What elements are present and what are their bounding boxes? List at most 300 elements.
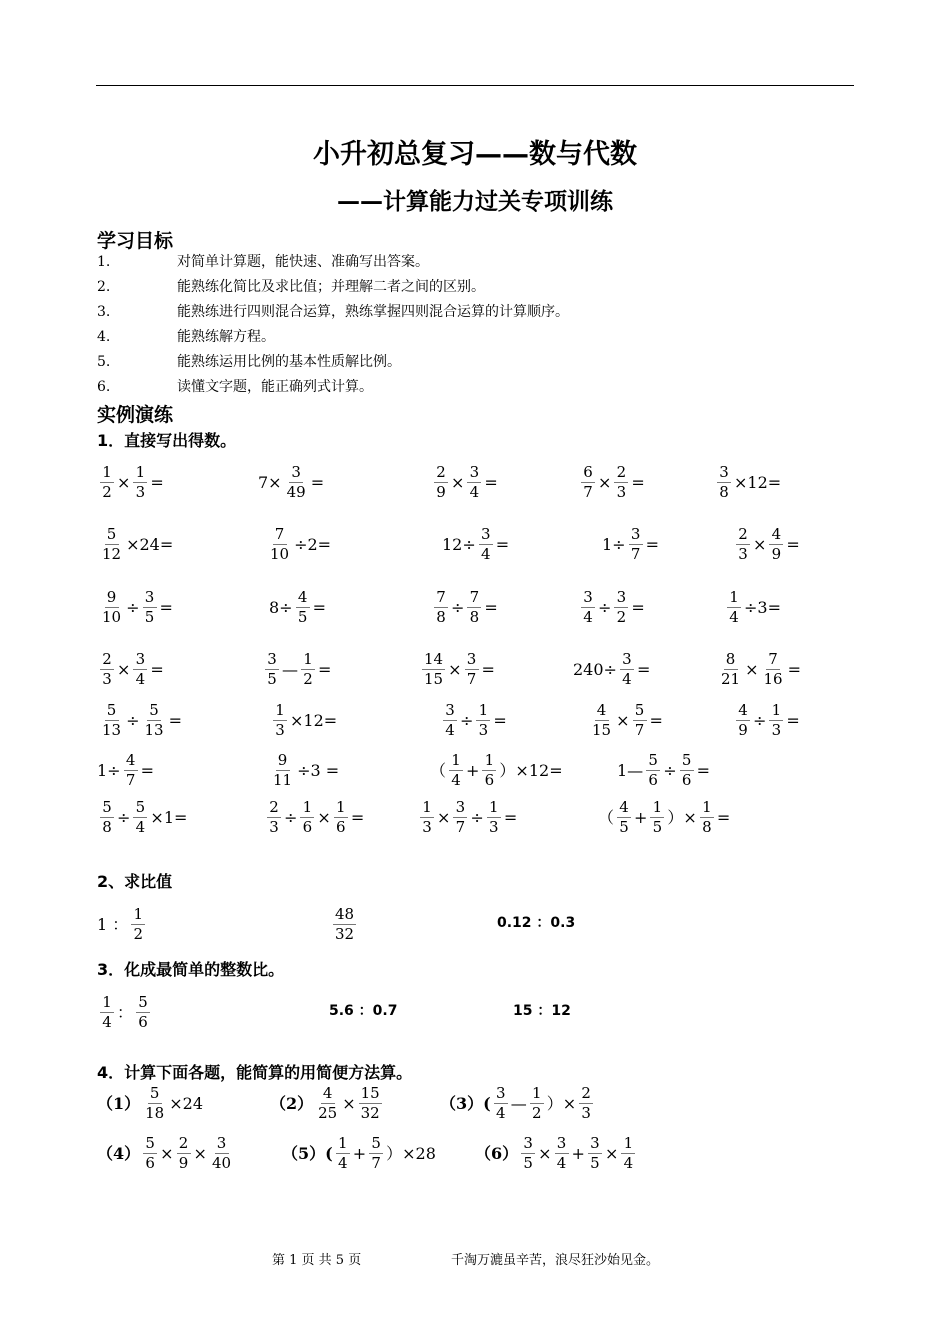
goal-text: 能熟练化简比及求比值；并理解二者之间的区别。	[177, 279, 485, 295]
math-text: ÷	[284, 807, 298, 827]
fraction	[621, 1136, 635, 1171]
math-problem	[270, 1086, 385, 1121]
numerator: 4	[617, 800, 631, 818]
math-text: ÷	[126, 597, 140, 617]
denominator: 15	[424, 670, 444, 688]
math-problem	[329, 1004, 397, 1018]
goal-text: 能熟练解方程。	[177, 329, 275, 345]
math-text: （	[430, 760, 447, 780]
math-problem	[724, 590, 781, 625]
denominator: 8	[102, 818, 112, 836]
math-text: ÷3 =	[297, 760, 340, 780]
math-problem	[265, 527, 331, 562]
numerator: 3	[265, 652, 279, 670]
math-text: （5）(	[282, 1143, 333, 1163]
math-text: =	[649, 710, 663, 730]
numerator: 1	[133, 465, 147, 483]
fraction	[453, 800, 467, 835]
math-text: =	[140, 760, 154, 780]
fraction	[769, 703, 783, 738]
numerator: 1	[769, 703, 783, 721]
math-problem	[268, 753, 339, 788]
math-text: 240÷	[573, 659, 617, 679]
math-text: ×	[598, 472, 612, 492]
math-text: ×	[616, 710, 630, 730]
denominator: 16	[763, 670, 783, 688]
math-problem	[442, 527, 509, 562]
numerator: 5	[646, 753, 660, 771]
numerator: 3	[443, 703, 457, 721]
numerator: 1	[301, 652, 315, 670]
numerator: 3	[467, 465, 481, 483]
math-text: ×	[317, 807, 331, 827]
math-problem	[602, 527, 659, 562]
math-text: （1）	[97, 1093, 141, 1113]
math-text: ×	[160, 1143, 174, 1163]
denominator: 6	[138, 1013, 148, 1031]
fraction	[333, 907, 356, 942]
numerator: 2	[579, 1086, 593, 1104]
math-text: ×	[117, 472, 131, 492]
math-text: ×12=	[734, 472, 782, 492]
numerator: 5	[633, 703, 647, 721]
math-text: =	[503, 807, 518, 827]
fraction	[614, 590, 628, 625]
math-text: 8÷	[269, 597, 293, 617]
denominator: 21	[721, 670, 741, 688]
math-problem	[270, 703, 337, 738]
q3-title: 3．化成最简单的整数比。	[97, 960, 285, 979]
numerator: 7	[766, 652, 780, 670]
math-problem	[578, 590, 645, 625]
numerator: 9	[276, 753, 290, 771]
denominator: 13	[102, 721, 122, 739]
math-text: ÷3=	[744, 597, 781, 617]
goal-number: 6.	[97, 379, 111, 395]
fraction	[296, 590, 310, 625]
denominator: 6	[648, 771, 658, 789]
denominator: 9	[771, 545, 782, 563]
math-text: =	[495, 534, 510, 554]
math-text: =	[786, 710, 800, 730]
fraction	[736, 703, 750, 738]
math-problem	[269, 590, 326, 625]
numerator: 5	[105, 703, 119, 721]
math-text: +	[352, 1143, 367, 1163]
denominator: 13	[144, 721, 164, 739]
denominator: 3	[102, 670, 112, 688]
math-text: ×	[117, 659, 131, 679]
denominator: 3	[489, 818, 499, 836]
math-problem	[617, 753, 710, 788]
goal-item	[97, 302, 569, 322]
page-subtitle: ——计算能力过关专项训练	[337, 189, 613, 215]
fraction	[717, 465, 731, 500]
goal-number: 5.	[97, 354, 111, 370]
fraction	[177, 1136, 191, 1171]
numerator: 4	[124, 753, 138, 771]
denominator: 3	[738, 545, 748, 563]
fraction	[617, 800, 631, 835]
math-text: ×	[538, 1143, 552, 1163]
numerator: 3	[521, 1136, 535, 1154]
goal-item	[97, 352, 401, 372]
numerator: 3	[620, 652, 634, 670]
math-problem	[573, 652, 650, 687]
denominator: 7	[634, 721, 645, 739]
fraction	[762, 652, 785, 687]
q2-title: 2、求比值	[97, 872, 173, 891]
math-text: =	[716, 807, 731, 827]
math-problem	[497, 916, 575, 930]
math-text: ×1=	[150, 807, 188, 827]
fraction	[449, 753, 463, 788]
denominator: 40	[211, 1154, 232, 1172]
math-text: =	[493, 710, 507, 730]
denominator: 6	[336, 818, 346, 836]
fraction	[633, 703, 647, 738]
fraction	[143, 590, 157, 625]
fraction	[334, 800, 348, 835]
numerator: 1	[700, 800, 714, 818]
denominator: 2	[102, 483, 112, 501]
denominator: 7	[371, 1154, 381, 1172]
math-text: ×24=	[126, 534, 174, 554]
numerator: 3	[581, 590, 595, 608]
math-text: ×	[451, 472, 465, 492]
math-problem	[97, 1086, 203, 1121]
math-problem	[97, 800, 187, 835]
numerator: 5	[143, 1136, 157, 1154]
numerator: 2	[100, 652, 114, 670]
denominator: 3	[771, 721, 782, 739]
fraction	[267, 800, 281, 835]
math-text: 15 ：12	[513, 1003, 571, 1019]
numerator: 3	[215, 1136, 229, 1154]
numerator: 3	[494, 1086, 508, 1104]
goal-text: 能熟练运用比例的基本性质解比例。	[177, 354, 401, 370]
denominator: 6	[484, 771, 495, 789]
denominator: 8	[469, 608, 480, 626]
numerator: 4	[321, 1086, 335, 1104]
math-text: ÷	[663, 760, 677, 780]
denominator: 4	[729, 608, 739, 626]
fraction	[736, 527, 750, 562]
math-text: 1 ：	[97, 914, 129, 934]
numerator: 1	[300, 800, 314, 818]
fraction	[143, 1136, 157, 1171]
numerator: 2	[267, 800, 281, 818]
fraction	[100, 995, 114, 1030]
fraction	[555, 1136, 569, 1171]
math-text: ：	[117, 1002, 134, 1022]
fraction	[494, 1086, 508, 1121]
page-title: 小升初总复习——数与代数	[313, 139, 637, 170]
numerator: 1	[476, 703, 490, 721]
denominator: 7	[630, 545, 641, 563]
numerator: 5	[680, 753, 694, 771]
math-text: =	[150, 472, 164, 492]
fraction	[285, 465, 308, 500]
denominator: 7	[583, 483, 593, 501]
fraction	[301, 652, 315, 687]
math-text: ）×	[667, 807, 697, 827]
goal-text: 对简单计算题，能快速、准确写出答案。	[177, 254, 429, 270]
math-text: =	[318, 659, 332, 679]
denominator: 4	[623, 1154, 634, 1172]
math-text: ×24	[169, 1093, 203, 1113]
math-problem	[430, 753, 563, 788]
fraction	[581, 465, 595, 500]
math-problem	[97, 465, 164, 500]
math-text: ×	[753, 534, 767, 554]
math-text: ÷	[126, 710, 140, 730]
denominator: 4	[480, 545, 491, 563]
fraction	[769, 527, 783, 562]
denominator: 4	[337, 1154, 348, 1172]
math-text: ×	[448, 659, 462, 679]
goal-number: 1.	[97, 254, 111, 270]
numerator: 1	[334, 800, 348, 818]
fraction	[336, 1136, 350, 1171]
goal-number: 2.	[97, 279, 111, 295]
numerator: 3	[614, 590, 628, 608]
fraction	[521, 1136, 535, 1171]
denominator: 11	[273, 771, 293, 789]
numerator: 1	[131, 907, 145, 925]
denominator: 5	[297, 608, 308, 626]
denominator: 32	[360, 1104, 380, 1122]
fraction	[581, 590, 595, 625]
denominator: 2	[531, 1104, 542, 1122]
math-text: ×	[437, 807, 451, 827]
fraction	[131, 907, 145, 942]
math-problem	[264, 800, 364, 835]
numerator: 1	[420, 800, 434, 818]
denominator: 4	[445, 721, 455, 739]
fraction	[530, 1086, 544, 1121]
fraction	[100, 590, 123, 625]
fraction	[487, 800, 501, 835]
math-problem	[97, 907, 148, 942]
fraction	[265, 652, 279, 687]
math-problem	[97, 652, 164, 687]
math-problem	[431, 590, 498, 625]
denominator: 4	[583, 608, 593, 626]
numerator: 3	[555, 1136, 569, 1154]
denominator: 3	[135, 483, 146, 501]
math-problem	[419, 652, 495, 687]
denominator: 9	[436, 483, 446, 501]
math-text: =	[350, 807, 365, 827]
denominator: 2	[616, 608, 627, 626]
denominator: 4	[102, 1013, 112, 1031]
denominator: 5	[144, 608, 155, 626]
numerator: 3	[717, 465, 731, 483]
numerator: 15	[360, 1084, 380, 1102]
fraction	[465, 652, 479, 687]
page-number: 第 1 页 共 5 页	[272, 1253, 362, 1268]
math-text: =	[168, 710, 182, 730]
fraction	[100, 800, 114, 835]
examples-heading: 实例演练	[97, 404, 174, 426]
math-problem	[587, 703, 663, 738]
math-problem	[262, 652, 331, 687]
math-text: =	[787, 659, 801, 679]
math-text: （4）	[97, 1143, 141, 1163]
math-text: 5.6 ：0.7	[329, 1003, 398, 1019]
numerator: 5	[105, 527, 119, 545]
fraction	[650, 800, 664, 835]
fraction	[359, 1086, 382, 1121]
denominator: 9	[178, 1154, 189, 1172]
fraction	[588, 1136, 602, 1171]
q1-title: 1．直接写出得数。	[97, 431, 237, 450]
numerator: 1	[100, 465, 114, 483]
math-problem	[475, 1136, 638, 1171]
fraction	[133, 652, 147, 687]
math-text: （2）	[270, 1093, 314, 1113]
fraction	[316, 1086, 339, 1121]
math-text: ÷	[117, 807, 131, 827]
math-text: ÷	[460, 710, 474, 730]
fraction	[646, 753, 660, 788]
math-problem	[733, 703, 800, 738]
numerator: 7	[273, 527, 287, 545]
goal-item	[97, 277, 485, 297]
fraction	[590, 703, 613, 738]
fraction	[210, 1136, 233, 1171]
math-text: =	[310, 472, 325, 492]
numerator: 3	[588, 1136, 602, 1154]
math-text: 1÷	[602, 534, 626, 554]
math-problem	[97, 590, 173, 625]
math-text: =	[484, 597, 498, 617]
denominator: 8	[702, 818, 712, 836]
math-problem	[97, 753, 154, 788]
math-problem	[97, 703, 182, 738]
footer-motto: 千淘万漉虽辛苦，浪尽狂沙始见金。	[451, 1253, 660, 1268]
fraction	[100, 527, 123, 562]
numerator: 1	[100, 995, 114, 1013]
numerator: 3	[133, 652, 147, 670]
goal-text: 能熟练进行四则混合运算，熟练掌握四则混合运算的计算顺序。	[177, 304, 569, 320]
math-text: ×	[604, 1143, 619, 1163]
numerator: 1	[621, 1136, 635, 1154]
fraction	[100, 703, 123, 738]
denominator: 4	[469, 483, 480, 501]
math-text: +	[466, 760, 480, 780]
fraction	[422, 652, 445, 687]
numerator: 5	[136, 995, 150, 1013]
fraction	[268, 527, 291, 562]
math-text: （	[598, 807, 615, 827]
denominator: 7	[466, 670, 477, 688]
goal-number: 3.	[97, 304, 111, 320]
math-problem	[258, 465, 324, 500]
header-rule	[96, 85, 854, 86]
denominator: 3	[422, 818, 432, 836]
fraction	[467, 465, 481, 500]
math-problem	[733, 527, 800, 562]
math-problem	[598, 800, 730, 835]
denominator: 25	[318, 1104, 338, 1122]
numerator: 4	[296, 590, 310, 608]
denominator: 7	[455, 818, 466, 836]
denominator: 4	[135, 670, 146, 688]
numerator: 5	[148, 1086, 162, 1104]
goal-item	[97, 252, 429, 272]
numerator: 5	[369, 1136, 383, 1154]
numerator: 5	[133, 800, 147, 818]
math-text: ÷	[470, 807, 484, 827]
fraction	[133, 800, 147, 835]
goal-item	[97, 327, 275, 347]
math-text: =	[631, 597, 645, 617]
math-text: 1÷	[97, 760, 121, 780]
numerator: 1	[336, 1136, 350, 1154]
fraction	[143, 703, 166, 738]
math-text: ÷	[451, 597, 465, 617]
denominator: 2	[303, 670, 313, 688]
fraction	[479, 527, 493, 562]
math-problem	[282, 1136, 436, 1171]
math-text: ×	[342, 1093, 356, 1113]
fraction	[124, 753, 138, 788]
fraction	[620, 652, 634, 687]
numerator: 1	[449, 753, 463, 771]
fraction	[143, 1086, 166, 1121]
numerator: 2	[434, 465, 448, 483]
numerator: 5	[100, 800, 114, 818]
goal-item	[97, 377, 373, 397]
fraction	[467, 590, 481, 625]
math-problem	[330, 907, 359, 942]
fraction	[614, 465, 628, 500]
numerator: 1	[482, 753, 496, 771]
denominator: 10	[102, 608, 122, 626]
denominator: 8	[436, 608, 446, 626]
math-text: =	[696, 760, 710, 780]
math-text: =	[159, 597, 173, 617]
fraction	[434, 465, 448, 500]
math-text: ÷	[753, 710, 767, 730]
math-text: ÷	[598, 597, 612, 617]
fraction	[434, 590, 448, 625]
numerator: 2	[614, 465, 628, 483]
numerator: 3	[289, 465, 303, 483]
numerator: 3	[453, 800, 467, 818]
fraction	[133, 465, 147, 500]
math-text: 12÷	[442, 534, 476, 554]
denominator: 7	[125, 771, 136, 789]
math-text: 0.12 ：0.3	[497, 915, 576, 931]
math-text: 7×	[258, 472, 282, 492]
numerator: 48	[335, 905, 355, 923]
denominator: 9	[738, 721, 748, 739]
denominator: 3	[616, 483, 627, 501]
numerator: 8	[724, 652, 738, 670]
numerator: 1	[530, 1086, 544, 1104]
denominator: 5	[267, 670, 277, 688]
denominator: 4	[622, 670, 632, 688]
math-text: ×12=	[290, 710, 338, 730]
denominator: 10	[270, 545, 290, 563]
math-text: ）×28	[386, 1143, 436, 1163]
numerator: 3	[143, 590, 157, 608]
math-problem	[714, 465, 781, 500]
numerator: 6	[581, 465, 595, 483]
